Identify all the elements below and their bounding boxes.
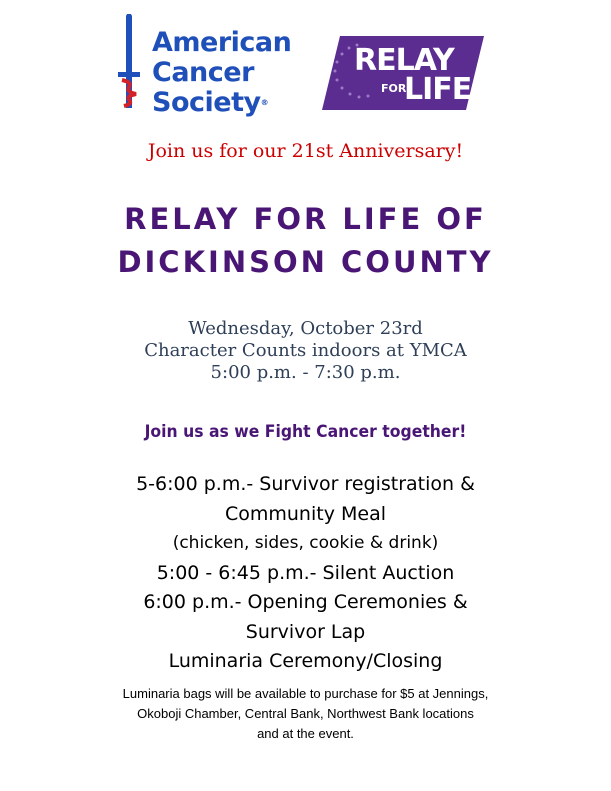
fight-cancer-callout: Join us as we Fight Cancer together!	[144, 422, 467, 442]
title-line1: RELAY FOR LIFE OF	[124, 202, 487, 236]
event-schedule	[60, 470, 551, 677]
event-title	[0, 198, 611, 284]
registered-mark: ®	[260, 98, 269, 107]
schedule-line: 5:00 - 6:45 p.m.- Silent Auction	[156, 561, 455, 584]
event-time: 5:00 p.m. - 7:30 p.m.	[210, 362, 401, 383]
schedule-line: Luminaria Ceremony/Closing	[168, 650, 443, 672]
event-details	[0, 318, 611, 384]
note-line: and at the event.	[257, 726, 354, 741]
acs-wordmark	[152, 28, 291, 118]
for-wordmark: FOR	[381, 82, 407, 95]
acs-line1: American	[152, 27, 292, 58]
title-line2: DICKINSON COUNTY	[117, 245, 494, 279]
schedule-line: Survivor Lap	[245, 620, 366, 643]
relay-wordmark: RELAY	[354, 43, 454, 78]
schedule-line: 6:00 p.m.- Opening Ceremonies &	[143, 591, 468, 613]
event-date: Wednesday, October 23rd	[188, 318, 423, 339]
life-wordmark: LIFE	[404, 72, 472, 107]
acs-line3: Society®	[152, 87, 269, 118]
note-line: Luminaria bags will be available to purchase for $5 at Jennings,	[122, 686, 489, 701]
logo-header	[0, 0, 611, 130]
note-line: Okoboji Chamber, Central Bank, Northwest Bank locations	[137, 706, 474, 721]
schedule-line: 5-6:00 p.m.- Survivor registration &	[136, 473, 475, 495]
schedule-line: Community Meal	[224, 502, 386, 525]
schedule-line: (chicken, sides, cookie & drink)	[172, 533, 439, 553]
anniversary-tagline: Join us for our 21st Anniversary!	[147, 140, 464, 162]
acs-line2: Cancer	[152, 57, 254, 88]
luminaria-note	[70, 684, 541, 744]
event-theme: Character Counts indoors at YMCA	[144, 340, 467, 361]
